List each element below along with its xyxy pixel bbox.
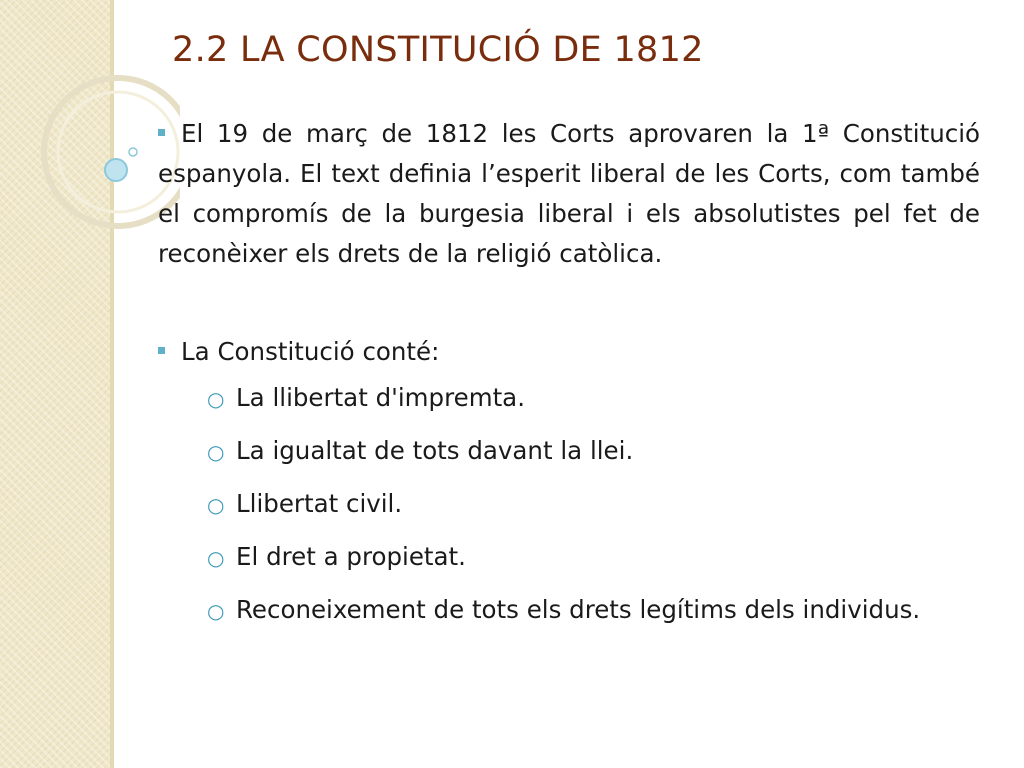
list-item	[158, 486, 980, 522]
list-intro-text: La Constitució conté:	[181, 337, 440, 366]
paragraph-spacer	[158, 274, 980, 332]
list-item-text: La igualtat de tots davant la llei.	[236, 436, 634, 465]
slide-body	[158, 114, 980, 645]
list-item-text: El dret a propietat.	[236, 542, 466, 571]
list-item	[158, 433, 980, 469]
square-bullet-icon	[158, 347, 165, 354]
circle-bullet-icon: ○	[207, 599, 225, 623]
circle-bullet-icon: ○	[207, 493, 225, 517]
rights-list	[158, 380, 980, 628]
slide-title: 2.2 LA CONSTITUCIÓ DE 1812	[172, 30, 704, 70]
list-intro	[158, 332, 980, 372]
circle-bullet-icon: ○	[207, 546, 225, 570]
paragraph-text: El 19 de març de 1812 les Corts aprovaren la 1ª Constitució espanyola. El text definia l’esperit liberal de les Corts, com també el compromís de la burgesia liberal i els absolutistes pel fet de reconèixer els drets de la religió catòlica.	[158, 119, 980, 268]
list-item-text: La llibertat d'impremta.	[236, 383, 525, 412]
list-item-text: Reconeixement de tots els drets legítims dels individus.	[236, 595, 921, 624]
decorative-rings	[0, 0, 180, 300]
blue-dot-shape	[105, 159, 127, 181]
main-paragraph	[158, 114, 980, 274]
list-item	[158, 380, 980, 416]
list-item-text: Llibertat civil.	[236, 489, 403, 518]
list-item	[158, 592, 980, 628]
list-item	[158, 539, 980, 575]
small-dot-shape	[129, 148, 137, 156]
circle-bullet-icon: ○	[207, 387, 225, 411]
square-bullet-icon	[158, 129, 165, 136]
circle-bullet-icon: ○	[207, 440, 225, 464]
